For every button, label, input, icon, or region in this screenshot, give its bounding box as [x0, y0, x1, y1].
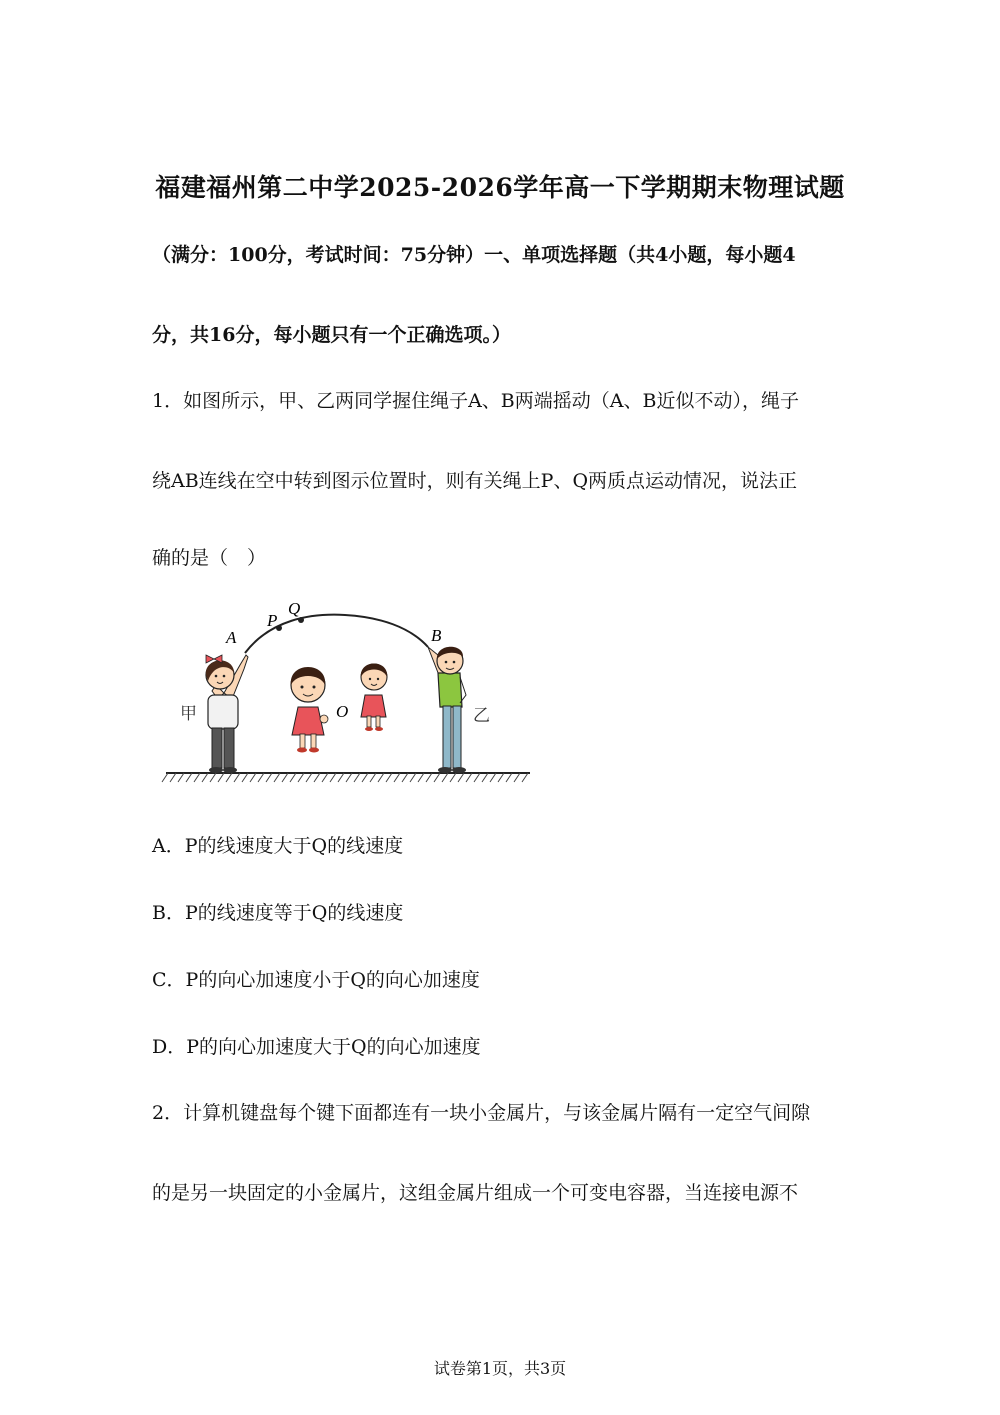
section-header-line2: 分，共16分，每小题只有一个正确选项。） — [152, 324, 511, 346]
label-yi: 乙 — [473, 706, 490, 726]
page-title: 福建福州第二中学2025-2026学年高一下学期期末物理试题 — [155, 173, 845, 202]
label-o: O — [336, 702, 349, 721]
girl-jia-illustration — [206, 655, 248, 773]
label-jia: 甲 — [180, 704, 197, 724]
question1-line2: 绕AB连线在空中转到图示位置时，则有关绳上P、Q两质点运动情况，说法正 — [152, 470, 798, 492]
question2-line2: 的是另一块固定的小金属片，这组金属片组成一个可变电容器，当连接电源不 — [152, 1182, 799, 1204]
section-header-line1: （满分：100分，考试时间：75分钟）一、单项选择题（共4小题，每小题4 — [152, 244, 796, 266]
girl-middle-illustration — [291, 667, 328, 753]
option-c: C．P的向心加速度小于Q的向心加速度 — [152, 969, 480, 991]
option-d: D．P的向心加速度大于Q的向心加速度 — [152, 1036, 481, 1058]
label-a: A — [226, 628, 237, 647]
label-p: P — [267, 611, 278, 630]
question1-line3: 确的是（ ） — [152, 547, 267, 569]
ground — [162, 773, 530, 782]
page-footer: 试卷第1页，共3页 — [433, 1359, 567, 1378]
label-b: B — [431, 626, 442, 645]
question2-line1: 2．计算机键盘每个键下面都连有一块小金属片，与该金属片隔有一定空气间隙 — [152, 1102, 811, 1124]
rope-swing-figure — [160, 595, 535, 790]
label-q: Q — [288, 599, 301, 618]
question1-line1: 1．如图所示，甲、乙两同学握住绳子A、B两端摇动（A、B近似不动），绳子 — [152, 390, 799, 412]
option-a: A．P的线速度大于Q的线速度 — [152, 835, 404, 857]
girl-small-illustration — [361, 664, 387, 732]
boy-yi-illustration — [428, 647, 466, 773]
option-b: B．P的线速度等于Q的线速度 — [152, 902, 404, 924]
